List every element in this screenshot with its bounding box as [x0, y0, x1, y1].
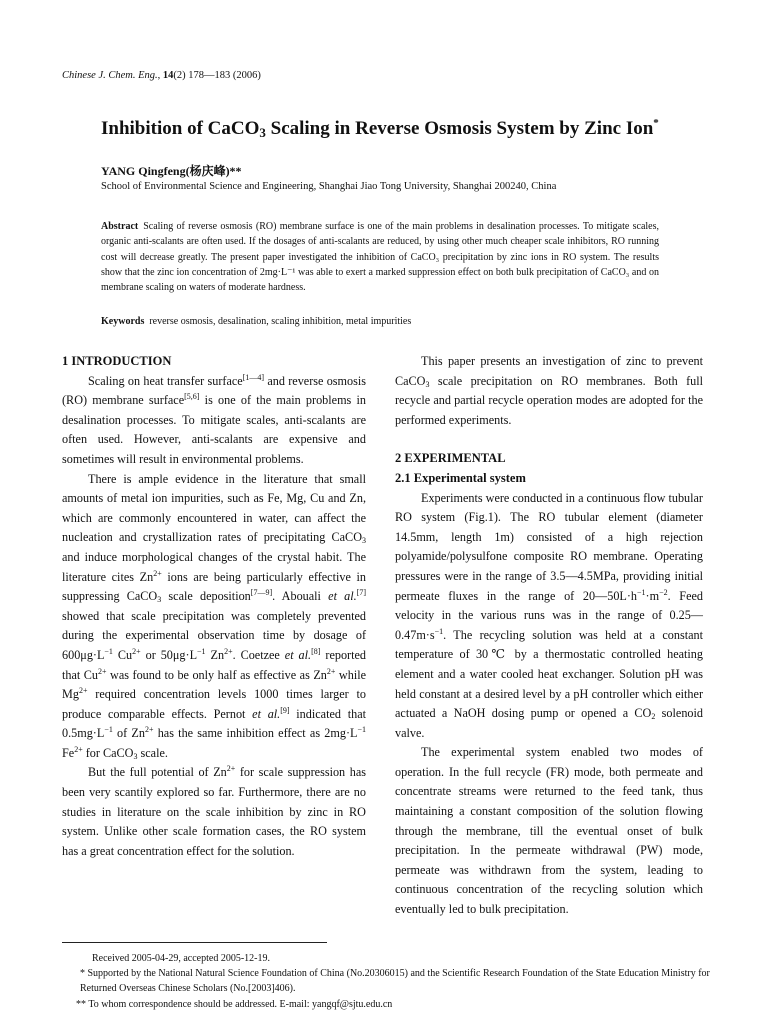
journal-name: Chinese J. Chem. Eng. [62, 70, 158, 81]
title-footnote-mark: * [653, 117, 659, 129]
journal-issue-pages: (2) 178—183 (2006) [173, 70, 261, 81]
journal-citation [62, 70, 261, 81]
title-part-2: Scaling in Reverse Osmosis System by Zinc Ion [265, 118, 654, 139]
funding-footnote: * Supported by the National Natural Science Foundation of China (No.20306015) and the Scientific Research Foundation of the State Education Ministry for Returned Overseas Chinese Scholars (No.[2003]406). [80, 968, 710, 994]
author-affiliation: School of Environmental Science and Engineering, Shanghai Jiao Tong University, Shanghai 200240, China [101, 181, 557, 192]
keywords-text: reverse osmosis, desalination, scaling inhibition, metal impurities [149, 316, 412, 327]
correspondence-footnote: ** To whom correspondence should be addressed. E-mail: yangqf@sjtu.edu.cn [76, 999, 393, 1010]
subsection-heading-experimental-system: 2.1 Experimental system [395, 470, 526, 485]
abstract-label: Abstract [101, 221, 139, 232]
citation-separator: , [157, 70, 163, 81]
keywords-label: Keywords [101, 316, 145, 327]
body-paragraph: Experiments were conducted in a continuous flow tubular RO system (Fig.1). The RO tubular element (diameter 14.5mm, length 1m) consisted of a high rejection polyamide/polysulfone composite RO membrane. Operating pressures were in the range of 3.5—4.5MPa, providing initial permeate fluxes in the range of $20—50L\cdot h^{-1}\cdot m^{-2}$. Feed velocity in the various runs was in the range of $0.25—0.47m\cdot s^{-1}$. The recycling solution was held at a constant temperature of 30℃ by a thermostatic controlled heating element and a water cooled heat exchanger. Solution pH was held constant at a desired level by a pH controller which either actuated a NaOH dosing pump or opened a $CO_2$ solenoid valve. [395, 490, 703, 740]
body-paragraph: The experimental system enabled two modes of operation. In the full recycle (FR) mode, both permeate and concentrate streams were returned to the feed tank, thus maintaining a constant composition of the solution flowing through the membrane, till the eventual onset of bulk precipitation. In the permeate withdrawal (PW) mode, permeate was withdrawn from the system, leading to continuous concentration of the recycling solution which eventually led to bulk precipitation. [395, 745, 703, 917]
section-heading-introduction: 1 INTRODUCTION [62, 354, 172, 368]
right-column [395, 352, 703, 920]
body-paragraph: Scaling on heat transfer surface[1—4] and reverse osmosis (RO) membrane surface[5,6] is one of the main problems in desalination processes. To mitigate scales, anti-scalants are often used. However, anti-scalants are expensive and sometimes will result in environmental problems. [62, 372, 367, 466]
received-dates: Received 2005-04-29, accepted 2005-12-19. [92, 953, 270, 964]
body-paragraph: But the full potential of $Zn^{2+}$ for scale suppression has been very scantily explored so far. Furthermore, there are no studies in literature on the scale inhibition by zinc in RO system. Unlike other scale formation cases, the RO system has a great concentration effect for the solution. [62, 764, 366, 858]
abstract-text: Scaling of reverse osmosis (RO) membrane surface is one of the main problems in desalination processes. To mitigate scales, organic anti-scalants are often used. If the dosages of anti-scalants are reduced, by using other much cheaper scale inhibitors, RO running cost will decrease greatly. The present paper investigated the inhibition of CaCO₃ precipitation by zinc ions in RO system. The results show that the zinc ion concentration of 2mg·L⁻¹ was able to exert a marked suppression effect on both bulk precipitation of CaCO₃ and on membrane scaling on waters of moderate hardness. [101, 221, 659, 294]
footnote-divider [62, 942, 327, 943]
author-name: YANG Qingfeng(杨庆峰)** [101, 164, 242, 178]
keywords [101, 316, 411, 327]
left-column [62, 352, 366, 861]
body-paragraph: There is ample evidence in the literature that small amounts of metal ion impurities, such as Fe, Mg, Cu and Zn, which are commonly encountered in water, can affect the nucleation and crystallization rates of precipitating CaCO$_3$ and induce morphological changes of the crystal habit. The literature cites $Zn^{2+}$ ions are being particularly effective in suppressing CaCO$_3$ scale deposition[7—9]. Abouali et al.[7] showed that scale precipitation was completely prevented during the experimental observation time by dosage of $600\mu g\cdot L^{-1}$ $Cu^{2+}$ or $50\mu g\cdot L^{-1}$ $Zn^{2+}$. Coetzee et al.[8] reported that $Cu^{2+}$ was found to be only half as effective as $Zn^{2+}$ while $Mg^{2+}$ required concentration levels 1000 times larger to produce comparable effects. Pernot et al.[9] indicated that $0.5mg\cdot L^{-1}$ of $Zn^{2+}$ has the same inhibition effect as $2mg\cdot L^{-1}$ $Fe^{2+}$ for CaCO$_3$ scale. [62, 471, 367, 761]
abstract [101, 219, 659, 295]
title-subscript: 3 [259, 125, 266, 140]
title-part-1: Inhibition of CaCO [101, 118, 260, 139]
section-heading-experimental: 2 EXPERIMENTAL [395, 451, 506, 466]
journal-volume: 14 [162, 70, 174, 81]
body-paragraph: This paper presents an investigation of zinc to prevent CaCO$_3$ scale precipitation on RO membranes. Both full recycle and partial recycle operation modes are adopted for the performed experiments. [395, 354, 703, 427]
paper-title [101, 118, 659, 140]
